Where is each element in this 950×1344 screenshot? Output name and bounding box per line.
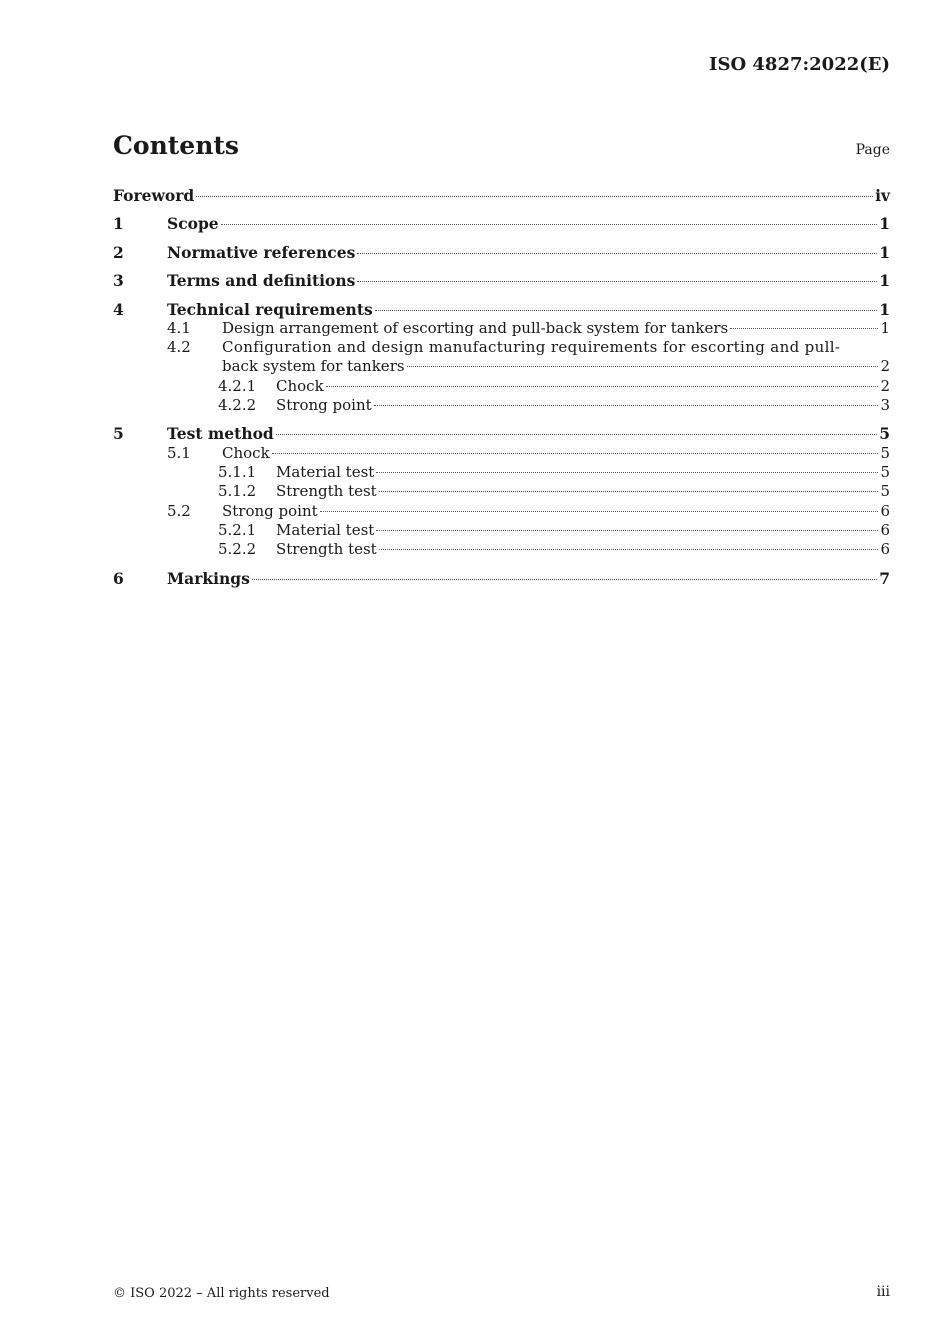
toc-entry-title: Design arrangement of escorting and pull-back system for tankers [222,319,729,337]
toc-entry-4-2-1[interactable] [113,377,890,397]
toc-entry-4-1[interactable] [113,319,890,339]
dot-leader [376,472,878,473]
toc-entry-number: 5.2.2 [218,540,257,558]
page-column-label: Page [855,142,890,158]
toc-entry-title: Test method [167,424,274,443]
toc-entry-5-1[interactable] [113,444,890,464]
toc-entry-title: Strong point [222,502,318,520]
toc-entry-technical-requirements[interactable] [113,300,890,320]
dot-leader [252,579,877,580]
toc-entry-page: iv [875,186,890,205]
toc-entry-title: back system for tankers [222,357,405,375]
toc-entry-number: 4.2.2 [218,396,257,414]
dot-leader [221,224,878,225]
toc-entry-page: 5 [880,444,890,462]
toc-entry-4-2[interactable] [113,357,890,377]
toc-entry-page: 6 [880,521,890,539]
toc-entry-title: Markings [167,569,250,588]
toc-entry-page: 7 [879,569,890,588]
toc-entry-number: 5 [113,424,124,443]
dot-leader [379,549,879,550]
toc-entry-number: 4.2 [167,338,191,356]
toc-entry-page: 5 [879,424,890,443]
toc-entry-number: 6 [113,569,124,588]
toc-entry-title: Terms and definitions [167,271,356,290]
toc-entry-number: 4.1 [167,319,191,337]
toc-entry-5-2[interactable] [113,502,890,522]
toc-entry-page: 5 [880,482,890,500]
toc-entry-number: 5.1.1 [218,463,257,481]
toc-entry-page: 1 [879,243,890,262]
dot-leader [326,386,879,387]
toc-entry-terms-definitions[interactable] [113,271,890,291]
toc-entry-page: 2 [880,357,890,375]
toc-entry-title: Normative references [167,243,356,262]
toc-entry-title: Technical requirements [167,300,373,319]
dot-leader [196,196,873,197]
toc-entry-title: Foreword [113,186,195,205]
toc-entry-number: 5.2 [167,502,191,520]
toc-entry-page: 1 [879,214,890,233]
toc-entry-5-1-1[interactable] [113,463,890,483]
toc-entry-number: 4.2.1 [218,377,257,395]
dot-leader [357,281,877,282]
toc-entry-test-method[interactable] [113,424,890,444]
dot-leader [276,434,877,435]
toc-entry-page: 6 [880,540,890,558]
contents-heading: Contents [113,131,240,160]
toc-entry-page: 1 [879,300,890,319]
document-id: ISO 4827:2022(E) [709,54,890,75]
toc-entry-title: Strength test [276,540,377,558]
dot-leader [379,491,879,492]
toc-entry-page: 6 [880,502,890,520]
toc-entry-number: 5.2.1 [218,521,257,539]
toc-entry-title: Strength test [276,482,377,500]
copyright-notice: © ISO 2022 – All rights reserved [113,1286,330,1301]
toc-entry-title: Material test [276,521,375,539]
toc-entry-number: 5.1.2 [218,482,257,500]
page-number: iii [876,1284,890,1300]
toc-entry-page: 1 [879,271,890,290]
dot-leader [374,405,879,406]
toc-entry-title-line1: Configuration and design manufacturing requirements for escorting and pull- [222,338,841,356]
dot-leader [375,310,877,311]
dot-leader [376,530,878,531]
dot-leader [357,253,877,254]
toc-entry-4-2-2[interactable] [113,396,890,416]
dot-leader [407,366,879,367]
dot-leader [272,453,879,454]
toc-entry-number: 5.1 [167,444,191,462]
toc-entry-5-1-2[interactable] [113,482,890,502]
toc-entry-number: 2 [113,243,124,262]
dot-leader [320,511,879,512]
toc-entry-number: 4 [113,300,124,319]
toc-entry-page: 3 [880,396,890,414]
toc-entry-page: 5 [880,463,890,481]
toc-entry-5-2-2[interactable] [113,540,890,560]
toc-entry-page: 2 [880,377,890,395]
toc-entry-title: Chock [276,377,324,395]
toc-entry-title: Material test [276,463,375,481]
toc-entry-title: Chock [222,444,270,462]
dot-leader [730,328,878,329]
toc-entry-number: 3 [113,271,124,290]
toc-entry-5-2-1[interactable] [113,521,890,541]
toc-entry-title: Scope [167,214,219,233]
toc-entry-scope[interactable] [113,214,890,234]
toc-entry-page: 1 [880,319,890,337]
toc-entry-markings[interactable] [113,569,890,589]
toc-entry-number: 1 [113,214,124,233]
toc-entry-normative-references[interactable] [113,243,890,263]
toc-entry-title: Strong point [276,396,372,414]
toc-entry-foreword[interactable] [113,186,890,206]
